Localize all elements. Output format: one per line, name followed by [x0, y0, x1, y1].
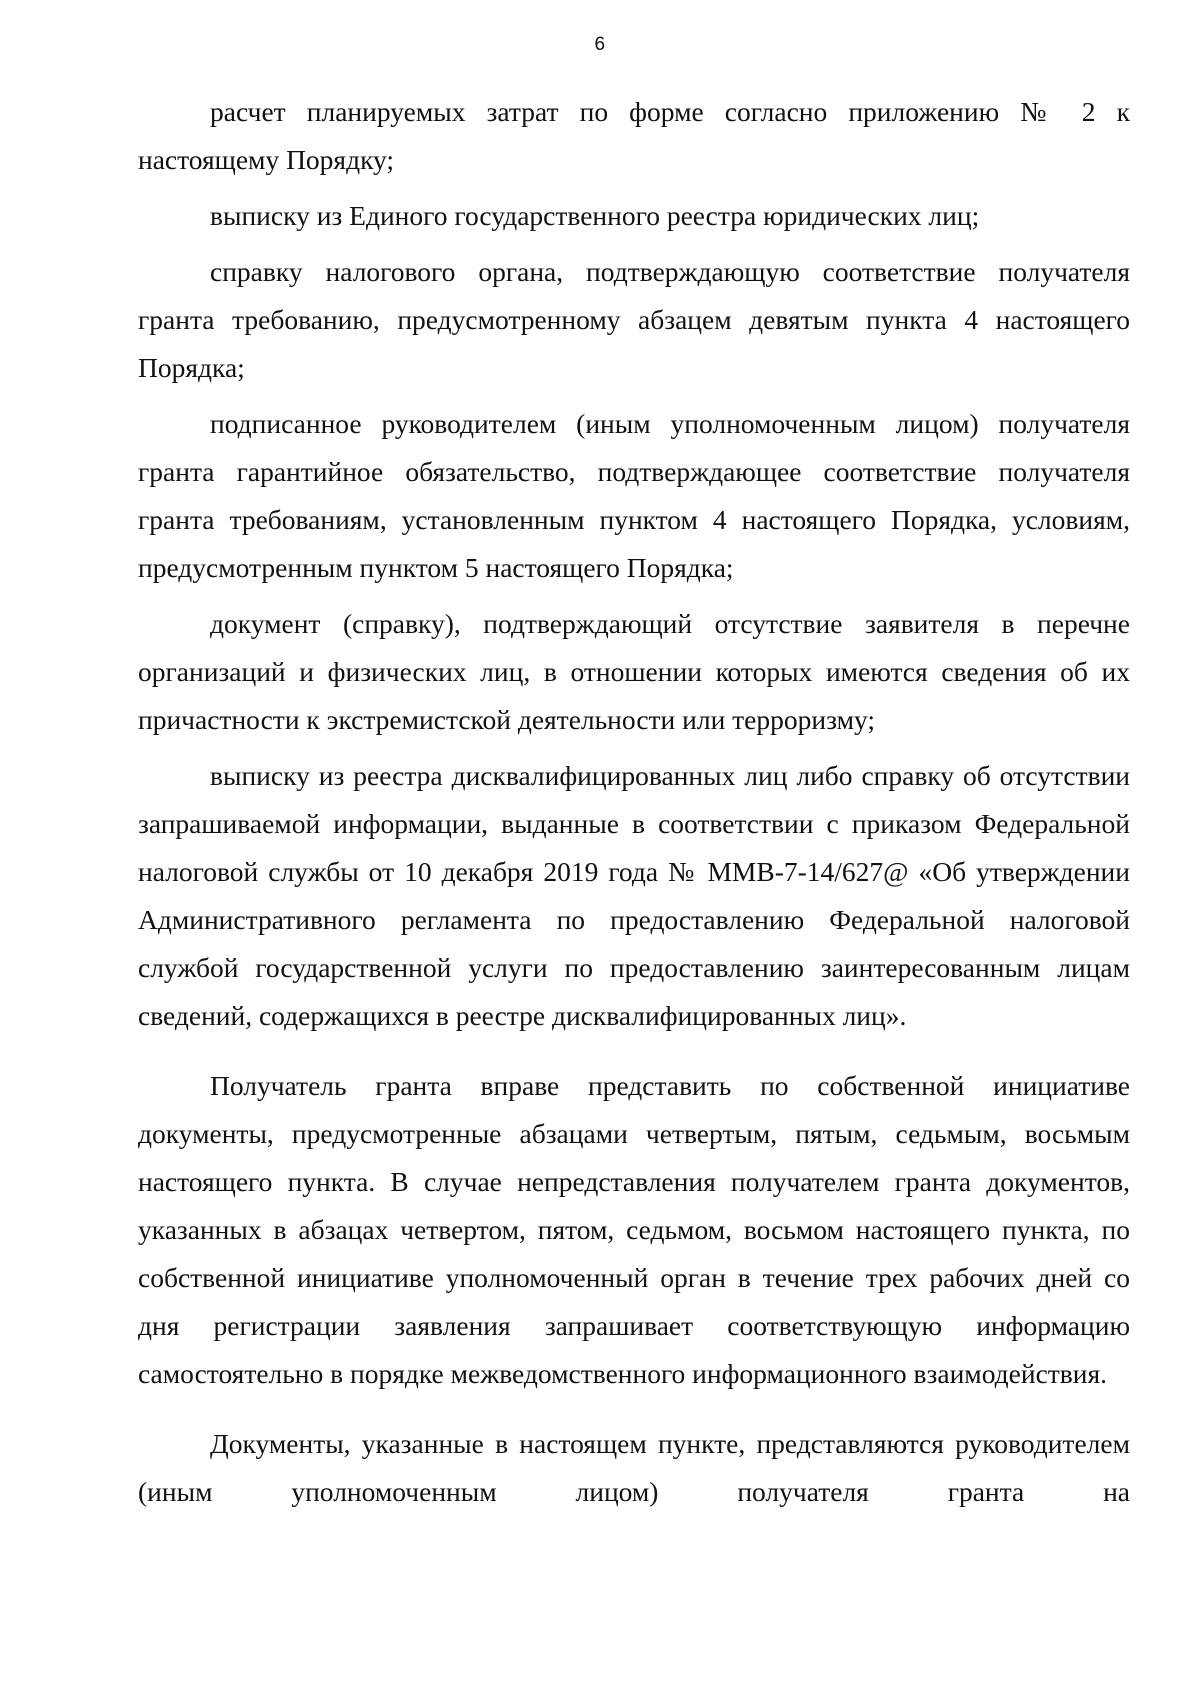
- paragraph-grantee-initiative: Получатель гранта вправе представить по собственной инициативе документы, предусмотренные абзацами четвертым, пятым, седьмым, восьмым настоящего пункта. В случае непредставления получателем гранта документов, указанных в абзацах четвертом, пятом, седьмом, восьмом настоящего пункта, по собственной инициативе уполномоченный орган в течение трех рабочих дней со дня регистрации заявления запрашивает соответствующую информацию самостоятельно в порядке межведомственного информационного взаимодействия.: [138, 1070, 1130, 1389]
- paragraph-tax-certificate: справку налогового органа, подтверждающую соответствие получателя гранта требованию, предусмотренному абзацем девятым пункта 4 настоящего Порядка;: [138, 256, 1130, 383]
- paragraph-disqualified-registry: выписку из реестра дисквалифицированных лиц либо справку об отсутствии запрашиваемой информации, выданные в соответствии с приказом Федеральной налоговой службы от 10 декабря 2019 года № ММВ-7-14/627@ «Об утверждении Административного регламента по предоставлению Федеральной налоговой службой государственной услуги по предоставлению заинтересованным лицам сведений, содержащихся в реестре дисквалифицированных лиц».: [138, 760, 1130, 1031]
- page-number: 6: [594, 34, 606, 55]
- paragraph-cost-calculation: расчет планируемых затрат по форме согласно приложению № 2 к настоящему Порядку;: [138, 96, 1130, 175]
- paragraph-egrul-extract: выписку из Единого государственного реестра юридических лиц;: [210, 200, 980, 231]
- document-body: [138, 88, 1130, 1524]
- paragraph-guarantee-obligation: подписанное руководителем (иным уполномоченным лицом) получателя гранта гарантийное обязательство, подтверждающее соответствие получателя гранта требованиям, установленным пунктом 4 настоящего Порядка, условиям, предусмотренным пунктом 5 настоящего Порядка;: [138, 408, 1130, 583]
- paragraph-extremism-certificate: документ (справку), подтверждающий отсутствие заявителя в перечне организаций и физических лиц, в отношении которых имеются сведения об их причастности к экстремистской деятельности или терроризму;: [138, 608, 1130, 735]
- paragraph-documents-submission: Документы, указанные в настоящем пункте, представляются руководителем (иным уполномоченным лицом) получателя гранта на: [138, 1428, 1130, 1507]
